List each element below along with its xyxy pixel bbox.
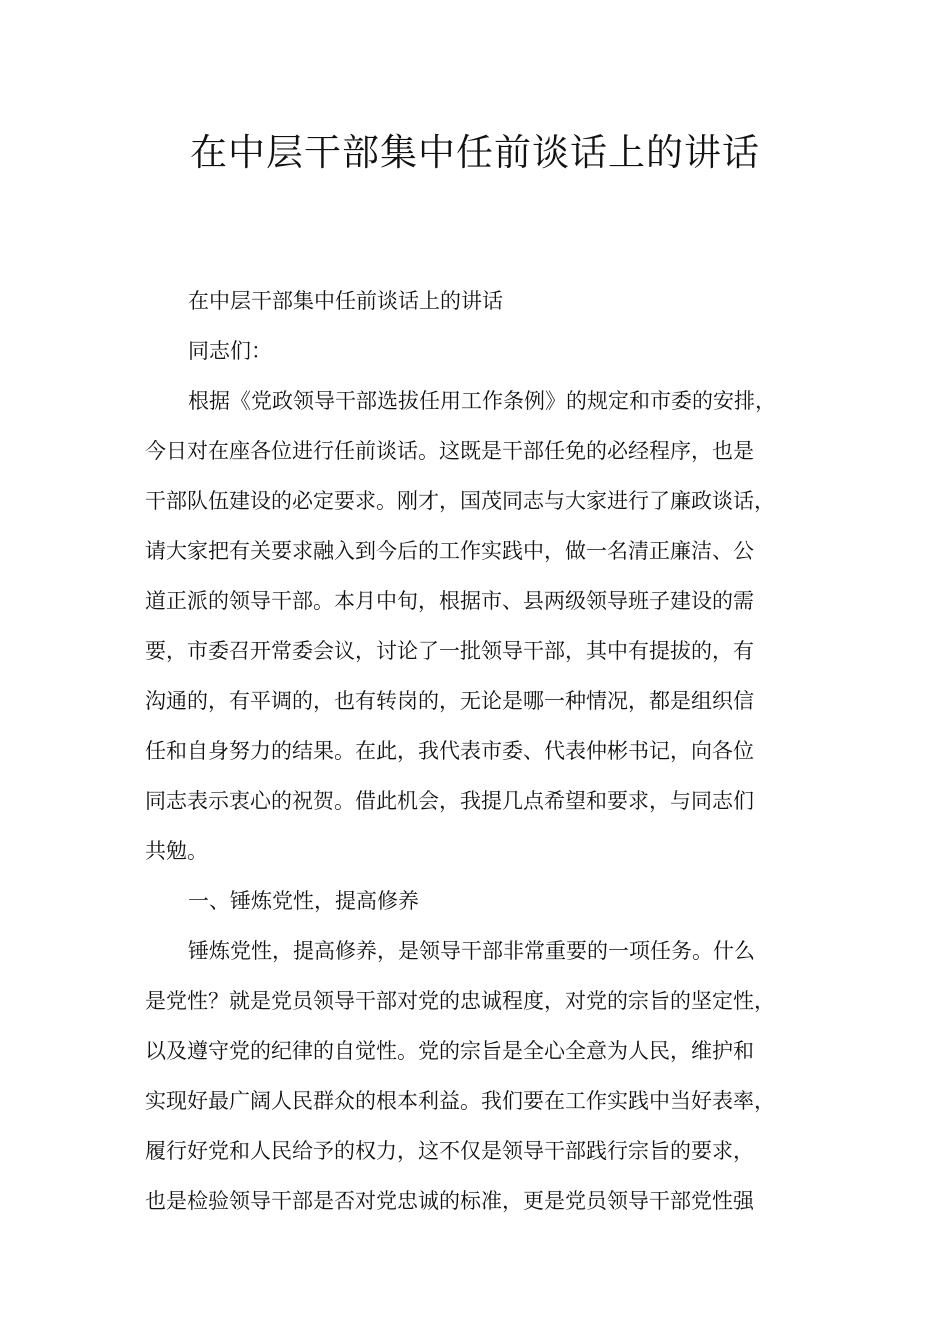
- body-line: 在中层干部集中任前谈话上的讲话: [188, 289, 503, 313]
- body-line: 任和自身努力的结果。在此，我代表市委、代表仲彬书记，向各位: [145, 739, 754, 763]
- body-line: 今日对在座各位进行任前谈话。这既是干部任免的必经程序，也是: [145, 439, 754, 463]
- body-line: 请大家把有关要求融入到今后的工作实践中，做一名清正廉洁、公: [145, 539, 754, 563]
- body-line: 履行好党和人民给予的权力，这不仅是领导干部践行宗旨的要求，: [145, 1139, 754, 1163]
- body-line: 实现好最广阔人民群众的根本利益。我们要在工作实践中当好表率，: [145, 1089, 775, 1113]
- body-line: 干部队伍建设的必定要求。刚才，国茂同志与大家进行了廉政谈话，: [145, 489, 775, 513]
- body-line: 同志表示衷心的祝贺。借此机会，我提几点希望和要求，与同志们: [145, 789, 754, 813]
- body-line: 要，市委召开常委会议，讨论了一批领导干部，其中有提拔的，有: [145, 639, 754, 663]
- body-line: 锤炼党性，提高修养，是领导干部非常重要的一项任务。什么: [188, 939, 755, 963]
- body-line: 沟通的，有平调的，也有转岗的，无论是哪一种情况，都是组织信: [145, 689, 754, 713]
- body-line: 共勉。: [145, 839, 208, 863]
- document-title: 在中层干部集中任前谈话上的讲话: [190, 131, 760, 174]
- document-body: [145, 276, 835, 1226]
- body-line: 道正派的领导干部。本月中旬，根据市、县两级领导班子建设的需: [145, 589, 754, 613]
- section-heading: 一、锤炼党性，提高修养: [188, 889, 419, 913]
- body-line: 以及遵守党的纪律的自觉性。党的宗旨是全心全意为人民，维护和: [145, 1039, 754, 1063]
- body-line: 同志们：: [188, 339, 272, 363]
- body-line: 也是检验领导干部是否对党忠诚的标准，更是党员领导干部党性强: [145, 1189, 754, 1213]
- body-line: 根据《党政领导干部选拔任用工作条例》的规定和市委的安排，: [188, 389, 776, 413]
- body-line: 是党性？就是党员领导干部对党的忠诚程度，对党的宗旨的坚定性，: [145, 989, 775, 1013]
